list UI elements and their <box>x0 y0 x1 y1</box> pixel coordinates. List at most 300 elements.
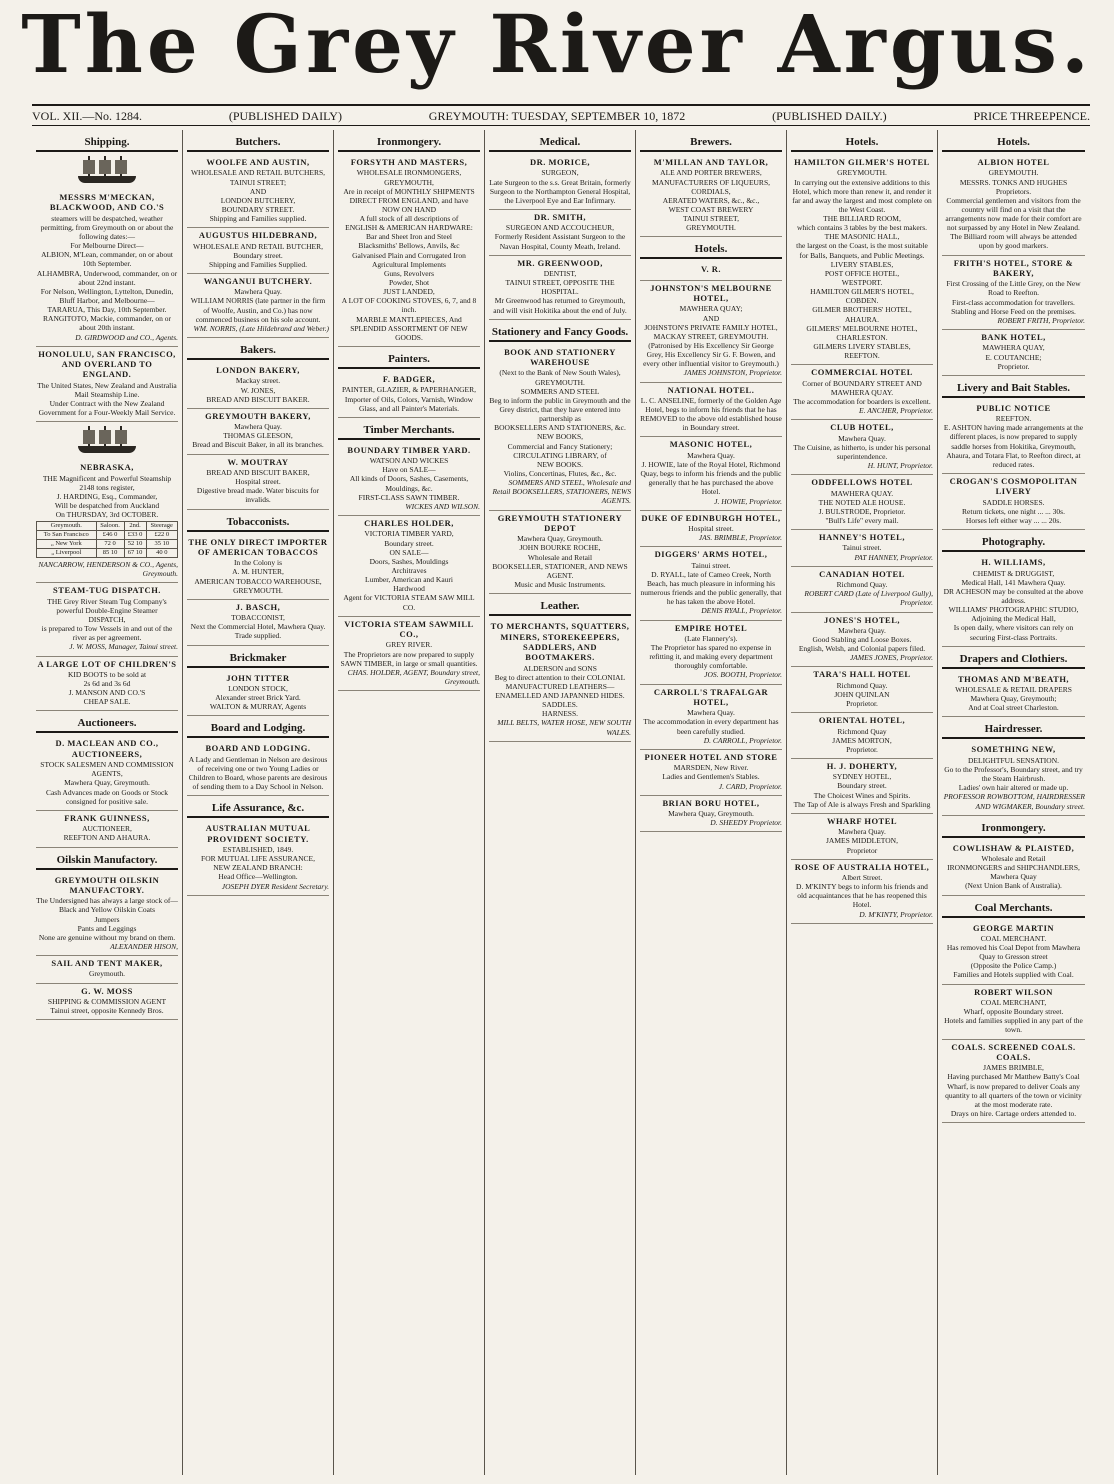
advertisement-line: "Bull's Life" every mail. <box>825 515 899 525</box>
advertisement-heading: M'MILLAN AND TAYLOR, <box>653 157 769 167</box>
advertisement-line: the largest on the Coast, is the most suitable for Balls, Banquets, and Public Meetings. <box>796 241 928 260</box>
advertisement-heading: BOUNDARY TIMBER YARD. <box>347 444 471 455</box>
advertisement-line: E. COUTANCHE; <box>985 352 1042 362</box>
fare-header-cell: Steerage <box>146 522 178 531</box>
column-1 <box>32 130 183 1475</box>
advertisement-line: Mawhera Quay, Greymouth. <box>517 534 603 544</box>
advertisement-line: Shipping and Families supplied. <box>209 214 307 224</box>
fare-cell: „ New York <box>37 540 97 549</box>
advertisement-line: JOHN QUINLAN <box>834 689 890 699</box>
advertisement-line: DELIGHTFUL SENSATION. <box>968 755 1059 765</box>
advertisement-line: GREYMOUTH. <box>988 168 1039 178</box>
advertisement-line: Head Office—Wellington. <box>218 872 298 882</box>
advertisement <box>791 567 933 613</box>
issue-date: GREYMOUTH: TUESDAY, SEPTEMBER 10, 1872 <box>428 108 686 123</box>
advertisement-signature: JOS. BOOTH, Proprietor. <box>704 670 782 680</box>
fare-cell: 72 0 <box>96 540 124 549</box>
advertisement-line: PAINTER, GLAZIER, & PAPERHANGER, <box>341 385 477 395</box>
advertisement-heading: THOMAS AND M'BEATH, <box>957 673 1070 684</box>
advertisement-signature: JAS. BRIMBLE, Proprietor. <box>698 533 782 543</box>
advertisement-line: steamers will be despatched, weather permitting, from Greymouth on or about the following dates:— <box>40 213 174 241</box>
advertisement-heading: H. WILLIAMS, <box>981 557 1046 568</box>
advertisement-line: Doors, Sashes, Mouldings <box>369 556 449 566</box>
advertisement-line: SADDLES. <box>542 700 578 710</box>
advertisement-heading: AUGUSTUS HILDEBRAND, <box>198 230 318 241</box>
advertisement-line: Have on SALE— <box>382 465 436 475</box>
advertisement-line: Proprietor <box>846 845 878 855</box>
advertisement-line: TOBACCONIST, <box>231 613 285 623</box>
advertisement-line: NEW BOOKS. <box>536 459 584 469</box>
advertisement-heading: FORSYTH AND MASTERS, <box>350 157 468 167</box>
fare-table <box>36 521 178 558</box>
advertisement-line: THE Magnificent and Powerful Steamship <box>42 473 172 483</box>
section-heading: Bakers. <box>187 342 329 360</box>
section-heading: Auctioneers. <box>36 715 178 733</box>
advertisement-heading: ROBERT WILSON <box>974 986 1053 997</box>
fare-header-row <box>37 522 178 531</box>
fare-header-cell: Greymouth. <box>37 522 97 531</box>
section-heading: Ironmongery. <box>942 820 1085 838</box>
advertisement-line: Horses left either way ... ... 20s. <box>965 516 1062 526</box>
advertisement-line: ENAMELLED AND JAPANNED HIDES. <box>495 691 625 701</box>
advertisement-line: MARBLE MANTLEPIECES, And <box>356 314 462 324</box>
advertisement-line: Under Contract with the New Zealand Government for a Four-Weekly Mail Service. <box>38 399 176 418</box>
advertisement-line: JAMES BRIMBLE, <box>983 1063 1044 1073</box>
advertisement-line: WHOLESALE AND RETAIL BUTCHER, <box>193 241 323 251</box>
advertisement-line: ENGLISH & AMERICAN HARDWARE: <box>345 223 473 233</box>
advertisement <box>791 530 933 567</box>
advertisement-line: REEFTON AND AHAURA. <box>63 833 151 843</box>
advertisement <box>640 685 782 750</box>
advertisement-line: TAINUI STREET; <box>229 177 287 187</box>
fare-cell: 52 10 <box>124 540 146 549</box>
column-5 <box>636 130 787 1475</box>
advertisement <box>942 921 1085 985</box>
advertisement-line: MAWHERA QUAY, <box>982 343 1045 353</box>
advertisement-line: Tainui street, opposite Kennedy Bros. <box>50 1006 164 1016</box>
ship-sail <box>83 160 95 174</box>
advertisement-line: Mawhera Quay. <box>687 450 735 460</box>
advertisement-line: MARSDEN, New River. <box>673 763 749 773</box>
advertisement-line: AND <box>702 313 720 323</box>
advertisement-line: Return tickets, one night ... ... 30s. <box>962 506 1065 516</box>
advertisement <box>187 741 329 796</box>
advertisement-line: THE NOTED ALE HOUSE. <box>818 497 906 507</box>
fare-cell: 40 0 <box>146 549 178 558</box>
advertisement-line: And at Coal street Charleston. <box>968 703 1059 713</box>
advertisement <box>640 281 782 383</box>
section-heading: Oilskin Manufactory. <box>36 852 178 870</box>
advertisement-line: JAMES MORTON, <box>832 735 892 745</box>
advertisement-heading: CLUB HOTEL, <box>830 422 894 433</box>
advertisement-line: FIRST-CLASS SAWN TIMBER. <box>358 492 460 502</box>
advertisement <box>942 742 1085 815</box>
steamship-engraving <box>72 425 142 457</box>
advertisement-signature: J. HOWIE, Proprietor. <box>714 496 782 506</box>
advertisement-line: Trade supplied. <box>234 631 282 641</box>
advertisement-line: Proprietor. <box>846 699 878 709</box>
section-heading: Photography. <box>942 534 1085 552</box>
advertisement-line: Richmond Quay <box>837 726 887 736</box>
advertisement <box>187 274 329 338</box>
advertisement-line: Wholesale and Retail <box>981 854 1046 863</box>
advertisement <box>338 617 480 691</box>
advertisement-line: GILMERS' MELBOURNE HOTEL, <box>806 323 918 333</box>
advertisement <box>338 155 480 347</box>
advertisement-line: Mawhera Quay. <box>687 708 735 718</box>
ship-sail <box>83 430 95 444</box>
advertisement-line: The accommodation for boarders is excellent. <box>793 396 931 406</box>
column-2 <box>183 130 334 1475</box>
advertisement-heading: STEAM-TUG DISPATCH. <box>53 585 161 596</box>
published-daily-right: (PUBLISHED DAILY.) <box>772 108 887 123</box>
advertisement-heading: SOMETHING NEW, <box>971 744 1056 755</box>
advertisement-line: A Lady and Gentleman in Nelson are desirous of receiving one or two Young Ladies or Children to Board, whose parents are desirous of sending them to a Day School in Nelson. <box>188 754 328 792</box>
advertisement-line: BREAD AND BISCUIT BAKER. <box>206 394 310 404</box>
advertisement-line: WILLIAM NORRIS (late partner in the firm of Woolfe, Austin, and Co.) has now commenced business on his sole account. <box>190 296 326 324</box>
column-3 <box>334 130 485 1475</box>
advertisement-line: is prepared to Tow Vessels in and out of the river as per agreement. <box>41 624 173 643</box>
advertisement-line: None are genuine without my brand on them. <box>38 932 176 942</box>
advertisement-line: Go to the Professor's, Boundary street, and try the Steam Hairbrush. <box>944 764 1083 784</box>
section-heading: Life Assurance, &c. <box>187 800 329 818</box>
advertisement-line: COBDEN. <box>845 296 879 306</box>
advertisement-signature: NANCARROW, HENDERSON & CO., Agents, Greymouth. <box>38 560 178 579</box>
advertisement-line: Late Surgeon to the s.s. Great Britain, formerly Surgeon to the Northampton General Hospital, the Liverpool Eye and Ear Infirmary. <box>489 177 631 205</box>
advertisement-signature: DENIS RYALL, Proprietor. <box>701 606 782 616</box>
advertisement-line: Cash Advances made on Goods or Stock consigned for positive sale. <box>45 787 169 806</box>
advertisement-signature: PROFESSOR ROWBOTTOM, HAIRDRESSER AND WIGMAKER, Boundary street. <box>943 792 1085 811</box>
advertisement-line: Mawhera Quay, Greymouth. <box>64 778 150 788</box>
advertisement-line: AMERICAN TOBACCO WAREHOUSE, GREYMOUTH. <box>194 576 322 595</box>
advertisement <box>640 511 782 548</box>
advertisement-line: WILLIAMS' PHOTOGRAPHIC STUDIO, <box>948 605 1079 615</box>
advertisement-line: Mawhera Quay <box>990 872 1037 882</box>
advertisement-line: The Proprietor has spared no expense in refitting it, and making every department thoroughly comfortable. <box>649 643 773 671</box>
advertisement-line: ALBION, M'Lean, commander, on or about 10th September. <box>41 250 173 269</box>
advertisement-signature: D. SHEEDY Proprietor. <box>710 818 782 828</box>
advertisement-line: 2s 6d and 3s 6d <box>83 679 131 689</box>
ship-sail <box>99 160 111 174</box>
advertisement-line: L. C. ANSELINE, formerly of the Golden Age Hotel, begs to inform his friends that he has REMOVED to the above old established house in Boundary street. <box>640 395 782 433</box>
advertisement <box>640 437 782 510</box>
advertisement-line: AHAURA. <box>845 314 879 324</box>
advertisement-heading: TO MERCHANTS, SQUATTERS, MINERS, STOREKEEPERS, SADDLERS, AND BOOTMAKERS. <box>490 621 630 663</box>
advertisement-heading: V. R. <box>700 264 722 275</box>
advertisement-line: Guns, Revolvers <box>384 268 434 278</box>
advertisement-line: Proprietor. <box>846 744 878 754</box>
advertisement <box>942 841 1085 896</box>
section-heading: Livery and Bait Stables. <box>942 380 1085 398</box>
advertisement-line: J. HARDING, Esq., Commander, <box>56 491 158 501</box>
section-heading: Tobacconists. <box>187 514 329 532</box>
advertisement-signature: D. M'KINTY, Proprietor. <box>859 909 933 919</box>
advertisement-heading: SAIL AND TENT MAKER, <box>51 958 163 969</box>
fare-row <box>37 531 178 540</box>
advertisement <box>489 256 631 320</box>
advertisement-heading: THE ONLY DIRECT IMPORTER OF AMERICAN TOBACCOS <box>188 536 328 557</box>
advertisement-heading: NEBRASKA, <box>80 462 134 473</box>
advertisement-line: The Choicest Wines and Spirits. <box>813 790 911 800</box>
advertisement-heading: DIGGERS' ARMS HOTEL, <box>654 549 768 560</box>
fare-cell: £46 0 <box>96 531 124 540</box>
advertisement-line: For Melbourne Direct— <box>70 241 144 251</box>
advertisement-line: Good Stabling and Loose Boxes. <box>812 635 912 644</box>
advertisement-line: (Next to the Bank of New South Wales), <box>499 368 621 378</box>
advertisement-heading: BOARD AND LODGING. <box>205 743 311 754</box>
advertisement <box>36 873 178 957</box>
section-heading: Shipping. <box>36 134 178 152</box>
advertisement-heading: WOOLFE AND AUSTIN, <box>206 157 310 167</box>
fare-cell: 85 10 <box>96 549 124 558</box>
advertisement-line: CHEAP SALE. <box>83 697 131 707</box>
advertisement <box>187 363 329 409</box>
advertisement-line: Adjoining the Medical Hall, <box>971 614 1056 624</box>
advertisement-line: J. MANSON AND CO.'S <box>68 688 146 698</box>
advertisement-signature: WM. NORRIS, (Late Hildebrand and Weber.) <box>193 323 329 333</box>
advertisement-line: Beg to direct attention to their COLONIAL MANUFACTURED LEATHERS— <box>494 672 626 691</box>
advertisement-line: NOW ON HAND <box>381 204 437 214</box>
advertisement <box>36 811 178 848</box>
advertisement <box>942 985 1085 1040</box>
advertisement-line: Richmond Quay. <box>836 680 888 690</box>
column-6 <box>787 130 938 1475</box>
advertisement <box>640 547 782 620</box>
advertisement-heading: ALBION HOTEL <box>977 157 1050 167</box>
advertisement-heading: GREYMOUTH STATIONERY DEPOT <box>497 512 623 533</box>
advertisement-line: AUCTIONEER, <box>82 824 132 834</box>
advertisement-line: THE Grey River Steam Tug Company's powerful Double-Engine Steamer <box>47 596 167 615</box>
advertisement <box>942 330 1085 376</box>
advertisement-heading: ORIENTAL HOTEL, <box>818 715 906 726</box>
advertisement-line: GILMERS LIVERY STABLES, <box>813 342 911 352</box>
advertisement-line: Having purchased Mr Matthew Batty's Coal Wharf, is now prepared to deliver Coals any quantity to all quarters of the town or vicinity at the most moderate rate. <box>945 1072 1082 1109</box>
advertisement-line: SURGEON, <box>541 168 579 178</box>
advertisement-line: J. BULSTRODE, Proprietor. <box>818 506 906 516</box>
fare-cell: £33 0 <box>124 531 146 540</box>
advertisement <box>791 860 933 924</box>
advertisement-heading: LONDON BAKERY, <box>216 365 300 376</box>
advertisement-line: Corner of BOUNDARY STREET AND MAWHERA QUAY. <box>802 378 922 397</box>
advertisement-heading: AUSTRALIAN MUTUAL PROVIDENT SOCIETY. <box>205 823 311 844</box>
advertisement-line: Are in receipt of MONTHLY SHIPMENTS DIRECT FROM ENGLAND, and have <box>343 186 475 205</box>
advertisement-heading: COMMERCIAL HOTEL <box>811 367 913 378</box>
advertisement-heading: HONOLULU, SAN FRANCISCO, AND OVERLAND TO ENGLAND. <box>38 348 176 380</box>
advertisement-heading: COALS. SCREENED COALS. COALS. <box>951 1041 1076 1062</box>
advertisement <box>791 814 933 860</box>
advertisement-line: HAMILTON GILMER'S HOTEL, <box>810 287 914 297</box>
advertisement <box>36 736 178 810</box>
advertisement-heading: MASONIC HOTEL, <box>669 439 753 450</box>
advertisement-line: Has removed his Coal Depot from Mawhera Quay to Gresson street <box>946 943 1081 962</box>
advertisement-line: LIVERY STABLES, <box>830 259 894 269</box>
advertisement-line: WALTON & MURRAY, Agents <box>209 702 307 712</box>
advertisement-line: GILMER BROTHERS' HOTEL, <box>812 305 912 315</box>
advertisement <box>187 228 329 274</box>
advertisement-line: Next the Commercial Hotel, Mawhera Quay. <box>190 622 326 632</box>
fare-cell: 35 10 <box>146 540 178 549</box>
advertisement-line: The Cuisine, as hitherto, is under his personal superintendence. <box>793 442 931 461</box>
advertisement-line: Mr Greenwood has returned to Greymouth, and will visit Hokitika about the end of July. <box>493 296 627 315</box>
advertisement <box>187 155 329 228</box>
advertisement-line: ESTABLISHED, 1849. <box>222 845 294 855</box>
advertisement <box>640 621 782 685</box>
advertisement-line: Bar and Sheet Iron and Steel <box>365 232 452 242</box>
advertisement-heading: MR. GREENWOOD, <box>517 257 603 268</box>
advertisement-line: WHOLESALE AND RETAIL BUTCHERS, <box>190 168 326 178</box>
advertisement-line: COAL MERCHANT, <box>980 997 1047 1007</box>
advertisement-heading: WHARF HOTEL <box>826 815 898 826</box>
advertisement-line: (Patronised by His Excellency Sir George Grey, His Excellency Sir G. F. Bowen, and every other influential visitor to Greymouth.) <box>643 340 779 369</box>
section-heading: Butchers. <box>187 134 329 152</box>
advertisement-line: Hardwood <box>393 584 425 594</box>
advertisement-line: Music and Music Instruments. <box>514 580 606 590</box>
advertisement-heading: CARROLL'S TRAFALGAR HOTEL, <box>653 686 769 707</box>
section-heading: Hotels. <box>791 134 933 152</box>
advertisement-line: WESTPORT. <box>841 278 883 288</box>
advertisement-line: Agricultural Implements <box>372 259 446 269</box>
advertisement <box>640 750 782 796</box>
advertisement-line: Commercial and Fancy Stationery; <box>507 441 613 451</box>
advertisement-line: (Next Union Bank of Australia). <box>965 881 1062 891</box>
advertisement-line: COAL MERCHANT. <box>980 933 1047 943</box>
advertisement-heading: FRANK GUINNESS, <box>64 812 150 823</box>
advertisement-line: Black and Yellow Oilskin Coats <box>58 905 156 915</box>
section-heading: Medical. <box>489 134 631 152</box>
advertisement-heading: DR. MORICE, <box>529 157 591 167</box>
advertisement-line: DR ACHESON may be consulted at the above address. <box>943 586 1084 605</box>
advertisement-line: The Tap of Ale is always Fresh and Sparkling <box>793 799 931 809</box>
masthead-rule-bottom <box>32 125 1090 126</box>
advertisement-signature: SOMMERS AND STEEL, Wholesale and Retail BOOKSELLERS, STATIONERS, NEWS AGENTS. <box>492 478 631 506</box>
advertisement <box>36 984 178 1021</box>
advertisement-line: Drays on hire. Cartage orders attended to. <box>950 1108 1077 1118</box>
published-daily-left: (PUBLISHED DAILY) <box>228 108 342 123</box>
issue-line <box>32 107 1090 125</box>
advertisement-heading: J. BASCH, <box>235 601 281 612</box>
advertisement-line: BOOKSELLER, STATIONER, AND NEWS AGENT. <box>492 561 628 580</box>
advertisement-line: BOOKSELLERS AND STATIONERS, &c. <box>494 423 626 433</box>
advertisement-line: Digestive bread made. Water biscuits for invalids. <box>196 486 320 505</box>
advertisement-signature: PAT HANNEY, Proprietor. <box>854 552 933 562</box>
fare-cell: To San Francisco <box>37 531 97 540</box>
advertisement-line: Boundary street. <box>233 250 283 260</box>
advertisement <box>942 256 1085 330</box>
advertisement <box>942 672 1085 718</box>
advertisement-line: Mackay street. <box>235 376 281 386</box>
advertisement-signature: JAMES JOHNSTON, Proprietor. <box>683 368 782 378</box>
advertisement-heading: CHARLES HOLDER, <box>364 518 454 529</box>
advertisement-line: All kinds of Doors, Sashes, Casements, Mouldings, &c. <box>349 474 469 493</box>
advertisement-line: Powder, Shot <box>388 278 430 288</box>
advertisement <box>187 671 329 717</box>
advertisement <box>791 475 933 530</box>
section-heading: Hairdresser. <box>942 721 1085 739</box>
advertisement <box>36 190 178 347</box>
advertisement-line: Ladies and Gentlemen's Stables. <box>662 772 760 782</box>
advertisement-heading: W. MOUTRAY <box>227 456 289 467</box>
advertisement-line: J. HOWIE, late of the Royal Hotel, Richmond Quay, begs to inform his friends and the public generally that he has purchased the above Hotel. <box>640 459 782 497</box>
advertisement-line: NEW BOOKS, <box>536 432 584 442</box>
advertisement-line: Mawhera Quay, Greymouth; <box>970 694 1057 704</box>
advertisement-line: THE BILLIARD ROOM, <box>823 214 901 224</box>
advertisement-line: Boundary street. <box>384 538 434 548</box>
section-heading: Hotels. <box>942 134 1085 152</box>
advertisement-line: MAWHERA QUAY. <box>830 488 894 498</box>
advertisement-line: SPLENDID ASSORTMENT OF NEW GOODS. <box>350 323 468 342</box>
advertisement-line: SURGEON AND ACCOUCHEUR, <box>505 223 615 233</box>
masthead-title: The Grey River Argus. <box>21 0 1093 91</box>
advertisement-line: A full stock of all descriptions of <box>359 214 459 224</box>
advertisement-line: Ladies' own hair altered or made up. <box>958 783 1069 793</box>
advertisement-heading: MESSRS M'MECKAN, BLACKWOOD, AND CO.'S <box>49 192 165 213</box>
advertisement-line: SADDLE HORSES. <box>982 497 1045 507</box>
fare-header-cell: Saloon. <box>96 522 124 531</box>
advertisement-line: POST OFFICE HOTEL, <box>824 268 900 278</box>
advertisement-heading: BRIAN BORU HOTEL, <box>662 797 760 808</box>
section-heading: Painters. <box>338 351 480 369</box>
advertisement-line: JUST LANDED, <box>383 287 435 297</box>
advertisement-heading: D. MACLEAN AND CO., AUCTIONEERS, <box>55 738 159 759</box>
advertisement-line: On THURSDAY, 3rd OCTOBER. <box>55 510 159 520</box>
advertisement-line: Mawhera Quay. <box>234 422 282 432</box>
advertisement <box>187 409 329 455</box>
advertisement-line: Richmond Quay. <box>836 580 888 590</box>
advertisement-heading: G. W. MOSS <box>81 985 133 996</box>
fare-row <box>37 549 178 558</box>
advertisement <box>489 345 631 511</box>
advertisement <box>791 420 933 475</box>
advertisement <box>942 555 1085 646</box>
advertisement-line: Bread and Biscuit Baker, in all its branches. <box>192 440 324 450</box>
advertisement-line: Lumber, American and Kauri <box>364 575 453 585</box>
advertisement-line: GREY RIVER. <box>385 640 433 650</box>
section-heading: Hotels. <box>640 241 782 259</box>
advertisement-heading: BOOK AND STATIONERY WAREHOUSE <box>504 346 616 368</box>
fare-row <box>37 540 178 549</box>
advertisement-line: A. M. HUNTER, <box>232 567 284 577</box>
section-heading: Timber Merchants. <box>338 422 480 440</box>
advertisement-line: WHOLESALE IRONMONGERS, <box>356 168 462 178</box>
advertisement-line: IRONMONGERS and SHIPCHANDLERS, <box>947 863 1080 873</box>
advertisement-line: Shipping and Families Supplied. <box>209 259 307 269</box>
advertisement-signature: H. HUNT, Proprietor. <box>867 461 933 471</box>
section-heading: Board and Lodging. <box>187 720 329 738</box>
advertisement-signature: ROBERT FRITH, Proprietor. <box>997 315 1085 325</box>
advertisement <box>489 155 631 210</box>
advertisement-heading: NATIONAL HOTEL. <box>667 384 755 395</box>
advertisement-line: (Late Flannery's). <box>684 633 738 643</box>
advertisement-line: REEFTON. <box>844 351 880 361</box>
advertisement-heading: HANNEY'S HOTEL, <box>819 532 905 543</box>
advertisement-line: GREYMOUTH. <box>837 168 887 178</box>
advertisement-heading: VICTORIA STEAM SAWMILL CO., <box>344 618 474 639</box>
advertisement-line: W. JONES, <box>240 385 276 395</box>
advertisement-line: WATSON AND WICKES <box>369 456 449 466</box>
advertisement-line: TAINUI STREET, <box>683 214 739 224</box>
advertisement <box>187 455 329 510</box>
advertisement-heading: FRITH'S HOTEL, STORE & BAKERY, <box>953 257 1074 278</box>
advertisement-line: For Nelson, Wellington, Lyttelton, Dunedin, Bluff Harbor, and Melbourne— <box>40 286 174 305</box>
advertisement-heading: GREYMOUTH BAKERY, <box>205 410 311 421</box>
advertisement-line: THE MASONIC HALL, <box>824 232 900 242</box>
advertisement <box>338 372 480 418</box>
advertisement-line: NEW ZEALAND BRANCH: <box>213 863 303 873</box>
fare-cell: 67 10 <box>124 549 146 558</box>
advertisement-line: Albert Street. <box>841 873 883 883</box>
advertisement-line: JOHN BOURKE ROCHE, <box>519 543 601 553</box>
advertisement-line: First Crossing of the Little Grey, on the New Road to Reefton. <box>946 279 1081 298</box>
